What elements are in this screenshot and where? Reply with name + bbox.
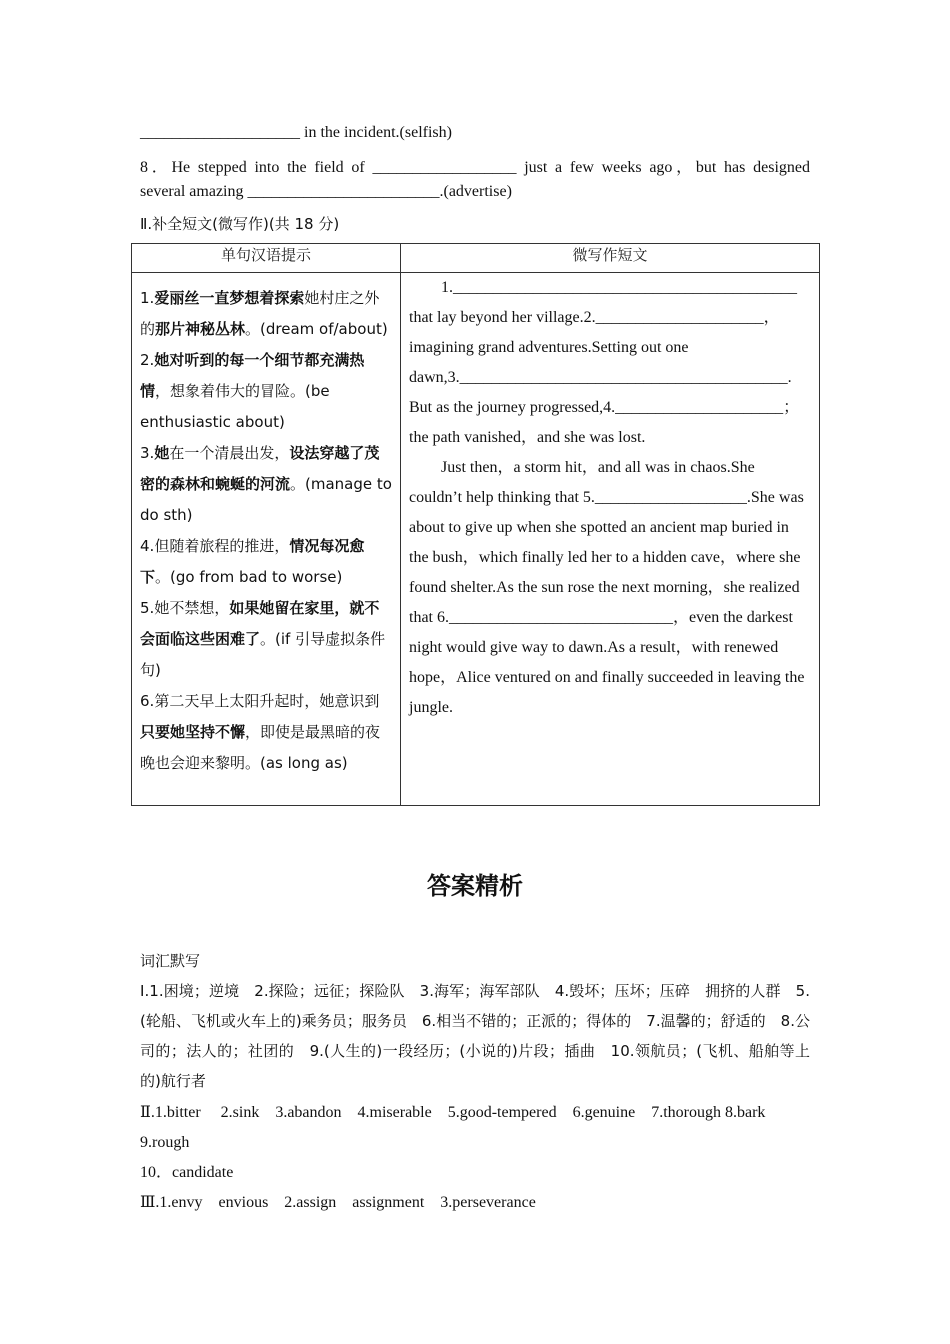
essay (409, 273, 811, 723)
hint-prefix: 6. (140, 692, 155, 710)
answers-part-1: Ⅰ.1.困境；逆境 2.探险；远征；探险队 3.海军；海军部队 4.毁坏；压坏；压碎 拥挤的人群 5.(轮船、飞机或火车上的)乘务员；服务员 6.相当不错的；正派的；得体的 7.温馨的；舒适的 8.公司的；法人的；社团的 9.(人生的)一段经历；(小说的)片段；插曲 10.领航员；(飞机、船舶等上的)航行者 (140, 982, 810, 1090)
hint-bold: 她 (154, 444, 170, 462)
hint-bold2: 设法穿越了茂密的森林和蜿蜒的河流 (140, 444, 380, 493)
hint-suffix: ，即使是最黑暗的夜晚也会迎来黎明。(as long as) (140, 723, 381, 772)
essay-cell (401, 273, 820, 806)
hints-cell (132, 273, 401, 806)
answers-part-2b: 10．candidate (140, 1164, 234, 1181)
hint-item (140, 686, 392, 779)
hint-mid: ，想象着伟大的冒险。(be enthusiastic about) (140, 382, 330, 431)
hint-prefix: 5. (140, 599, 155, 617)
hint-bold2: 只要她坚持不懈 (140, 723, 246, 741)
hint-item (140, 531, 392, 593)
hint-bold2: 情况每况愈下 (140, 537, 365, 586)
header-essay: 微写作短文 (401, 244, 820, 273)
vocab-heading: 词汇默写 (140, 952, 201, 970)
hint-mid: 但随着旅程的推进， (154, 537, 290, 555)
hint-suffix: 。(dream of/about) (245, 320, 388, 338)
hint-mid: 她不禁想， (154, 599, 230, 617)
question-7-tail: ____________________ in the incident.(selfish) (140, 124, 452, 141)
question-8-line2: several amazing ________________________.(advertise) (140, 183, 512, 200)
section-2-heading: Ⅱ.补全短文(微写作)(共 18 分) (140, 215, 340, 233)
hint-suffix: 。(manage to do sth) (140, 475, 392, 524)
essay-paragraph-2: Just then，a storm hit，and all was in chaos.She couldn’t help thinking that 5.___________________.She was about to give up when she spotted an ancient map buried in the bush，which finally led her to a hidden cave，where she found shelter.As the sun rose the next morning，she realized that 6.____________________________，even the darkest night would give way to dawn.As a result，with renewed hope，Alice ventured on and finally succeeded in leaving the jungle. (409, 459, 805, 716)
hint-item (140, 283, 392, 345)
hint-suffix: 。(if 引导虚拟条件句) (140, 630, 386, 679)
hint-prefix: 1. (140, 289, 155, 307)
answers-part-2: Ⅱ.1.bitter 2.sink 3.abandon 4.miserable 5.good-tempered 6.genuine 7.thorough 8.bark 9.rough (140, 1104, 782, 1151)
answers-part-3: Ⅲ.1.envy envious 2.assign assignment 3.perseverance (140, 1194, 536, 1211)
micro-writing-table (131, 243, 820, 806)
hint-prefix: 3. (140, 444, 155, 462)
hint-prefix: 2. (140, 351, 155, 369)
hint-mid: 第二天早上太阳升起时，她意识到 (154, 692, 380, 710)
hint-bold: 她对听到的每一个细节都充满热情 (140, 351, 365, 400)
hint-suffix: 。(go from bad to worse) (155, 568, 343, 586)
hint-bold2: 如果她留在家里，就不会面临这些困难了 (140, 599, 380, 648)
hint-item (140, 345, 392, 438)
header-hints: 单句汉语提示 (132, 244, 401, 273)
hint-mid: 在一个清晨出发， (169, 444, 290, 462)
hint-bold2: 那片神秘丛林 (155, 320, 246, 338)
answer-title: 答案精析 (427, 872, 523, 900)
question-8-line1: 8．He stepped into the field of __________________ just a few weeks ago，but has designed (140, 159, 810, 176)
hint-list (140, 283, 392, 779)
hint-prefix: 4. (140, 537, 155, 555)
essay-paragraph-1: 1.___________________________________________ that lay beyond her village.2._____________________，imagining grand adventures.Setting out one dawn,3._________________________________________. But as the journey progressed,4._____________________；the path vanished，and she was lost. (409, 279, 800, 446)
hint-mid: 她村庄之外的 (140, 289, 380, 338)
hint-item (140, 593, 392, 686)
hint-bold: 爱丽丝一直梦想着探索 (154, 289, 305, 307)
hint-item (140, 438, 392, 531)
